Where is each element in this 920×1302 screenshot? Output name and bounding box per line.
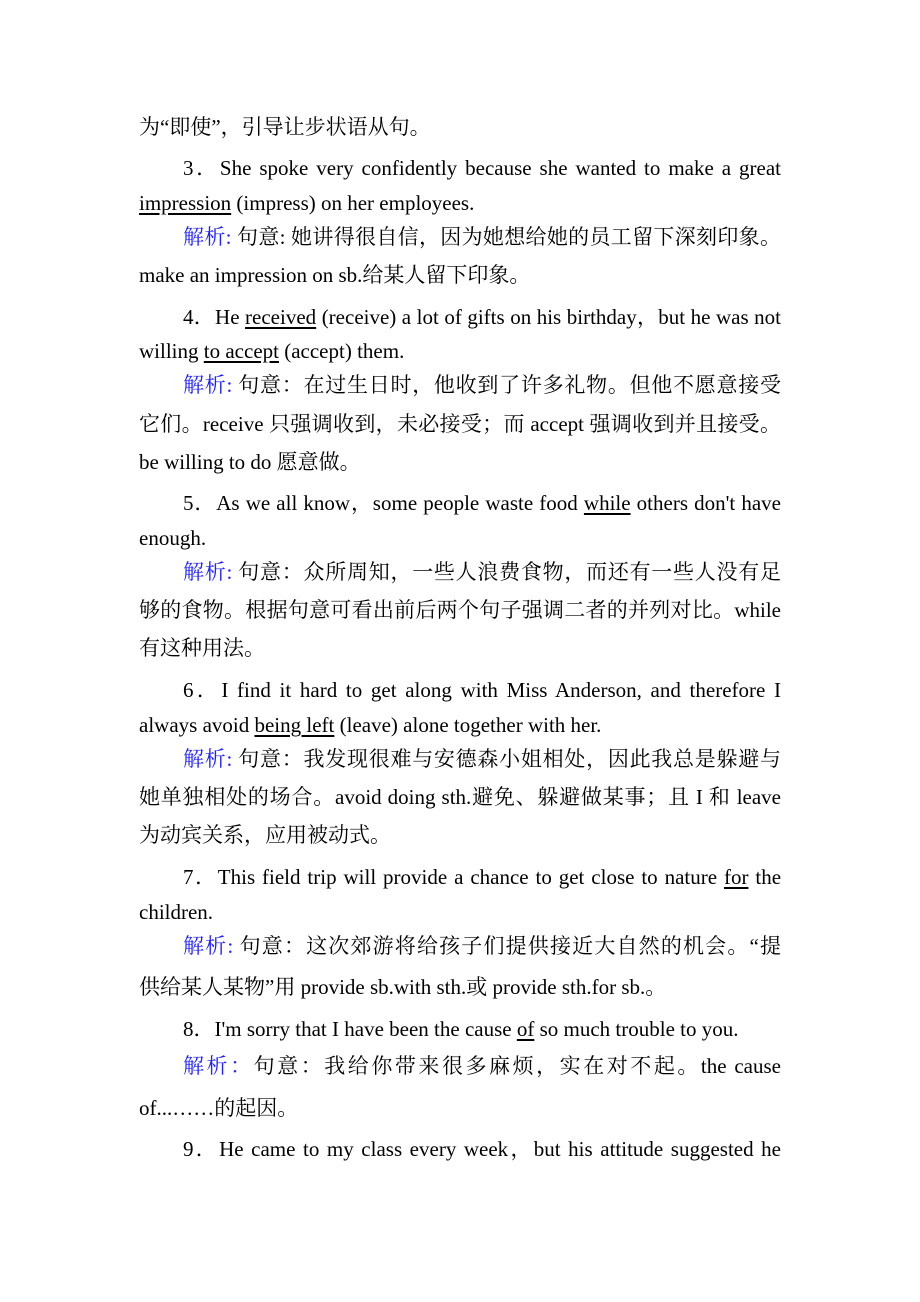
text-segment: 3．She spoke very confidently because she wanted to make a great: [183, 156, 781, 180]
text-segment: 为动宾关系，应用被动式。: [139, 823, 391, 847]
text-line: [139, 525, 781, 551]
text-segment: 7．This field trip will provide a chance to get close to nature: [183, 865, 724, 889]
analysis-label: 解析:: [183, 934, 234, 958]
answer-blank: impression: [139, 191, 232, 215]
text-line: [183, 155, 781, 181]
text-segment: 8．I'm sorry that I have been the cause: [183, 1017, 517, 1041]
answer-blank: to accept: [203, 339, 279, 363]
text-line: [183, 1136, 781, 1162]
text-line: [183, 372, 781, 398]
text-segment: so much trouble to you.: [534, 1017, 739, 1041]
text-line: [139, 635, 781, 661]
text-segment: children.: [139, 900, 214, 924]
text-segment: 供给某人某物”用 provide sb.with sth.或 provide sth.for sb.。: [139, 975, 667, 999]
text-segment: (accept) them.: [278, 339, 405, 363]
text-line: [183, 559, 781, 585]
analysis-label: 解析:: [183, 373, 233, 397]
text-segment: 9．He came to my class every week，but his attitude suggested he: [183, 1137, 781, 1161]
text-segment: 句意：这次郊游将给孩子们提供接近大自然的机会。“提: [233, 934, 781, 958]
text-segment: enough.: [139, 526, 207, 550]
analysis-label: 解析:: [183, 225, 232, 249]
text-line: [139, 1095, 781, 1121]
text-segment: 有这种用法。: [139, 636, 265, 660]
text-segment: 为“即使”，引导让步状语从句。: [139, 115, 431, 139]
text-segment: 4．He: [183, 305, 246, 329]
text-segment: 句意：我给你带来很多麻烦，实在对不起。the cause: [253, 1054, 781, 1078]
text-segment: (impress) on her employees.: [231, 191, 475, 215]
text-segment: (leave) alone together with her.: [334, 713, 602, 737]
text-line: [139, 262, 781, 288]
answer-blank: for: [723, 865, 749, 889]
text-line: [183, 933, 781, 959]
text-segment: 句意：我发现很难与安德森小姐相处，因此我总是躲避与: [232, 747, 781, 771]
text-line: [183, 677, 781, 703]
text-line: [139, 784, 781, 810]
text-segment: 句意: 她讲得很自信，因为她想给她的员工留下深刻印象。: [231, 225, 781, 249]
text-segment: always avoid: [139, 713, 255, 737]
text-segment: the: [748, 865, 782, 889]
text-segment: make an impression on sb.给某人留下印象。: [139, 263, 531, 287]
text-line: [139, 974, 781, 1000]
answer-blank: being left: [254, 713, 335, 737]
text-line: [139, 597, 781, 623]
text-line: [183, 1016, 781, 1042]
answer-blank: of: [516, 1017, 535, 1041]
text-segment: 5．As we all know，some people waste food: [183, 491, 584, 515]
text-segment: others don't have: [630, 491, 781, 515]
text-line: [183, 490, 781, 516]
text-segment: willing: [139, 339, 204, 363]
text-segment: 6．I find it hard to get along with Miss Anderson, and therefore I: [183, 678, 781, 702]
text-line: [139, 899, 781, 925]
analysis-label: 解析：: [183, 1054, 254, 1078]
text-segment: (receive) a lot of gifts on his birthday，but he was not: [316, 305, 781, 329]
text-line: [139, 449, 781, 475]
answer-blank: received: [245, 305, 317, 329]
text-segment: 句意：在过生日时，他收到了许多礼物。但他不愿意接受: [232, 373, 781, 397]
text-segment: 她单独相处的场合。avoid doing sth.避免、躲避做某事；且 I 和 leave: [139, 785, 781, 809]
text-line: [139, 411, 781, 437]
text-segment: be willing to do 愿意做。: [139, 450, 361, 474]
text-segment: of...……的起因。: [139, 1096, 299, 1120]
text-line: [139, 712, 781, 738]
text-line: [139, 338, 781, 364]
text-line: [183, 864, 781, 890]
analysis-label: 解析:: [183, 560, 233, 584]
text-segment: 句意：众所周知，一些人浪费食物，而还有一些人没有足: [232, 560, 781, 584]
text-line: [183, 304, 781, 330]
text-segment: 它们。receive 只强调收到，未必接受；而 accept 强调收到并且接受。: [139, 412, 781, 436]
text-line: [183, 224, 781, 250]
text-line: [183, 746, 781, 772]
text-line: [183, 1053, 781, 1079]
text-line: [139, 114, 781, 140]
answer-blank: while: [583, 491, 631, 515]
text-line: [139, 822, 781, 848]
analysis-label: 解析:: [183, 747, 233, 771]
text-line: [139, 190, 781, 216]
text-segment: 够的食物。根据句意可看出前后两个句子强调二者的并列对比。while: [139, 598, 781, 622]
